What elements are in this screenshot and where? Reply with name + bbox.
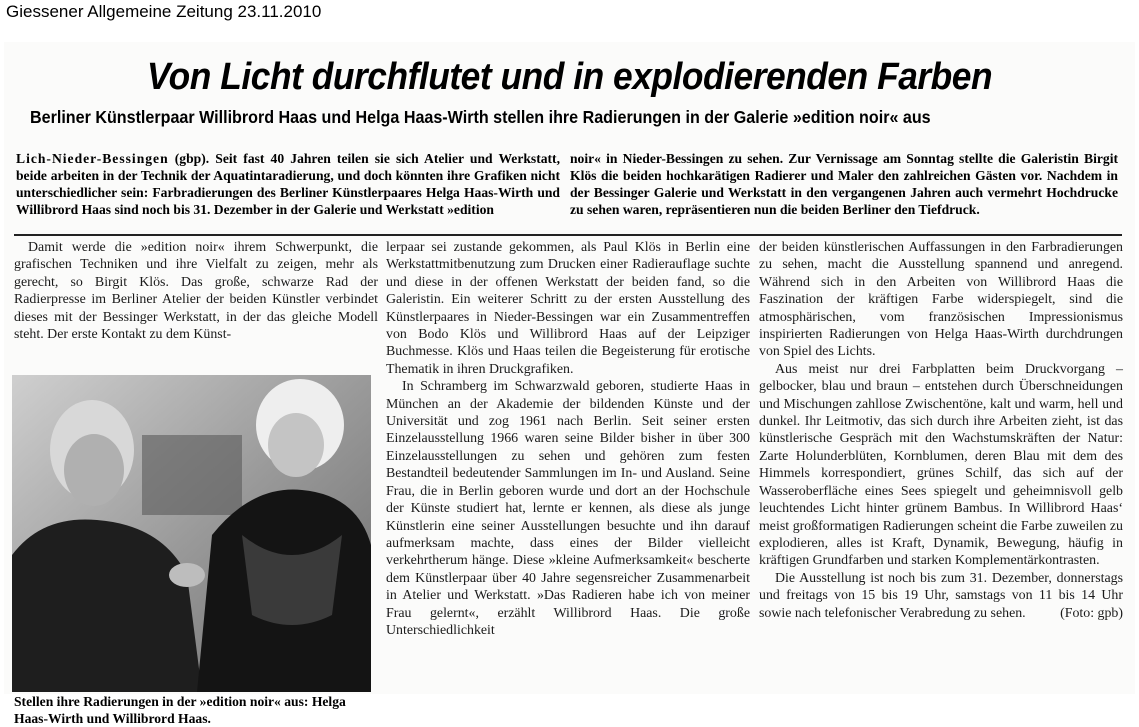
body-paragraph: der beiden künstlerischen Auffassungen in den Farbradierungen zu sehen, macht die Ausstellung spannend und anregend. Während sich in den Arbeiten von Willibrord Haas die Faszination der kräftigen Farbe widerspiegelt, sind die atmosphärischen, vom französischen Impressionismus inspirierten Radierungen von Helga Haas-Wirth durchdrungen von Spiel des Lichts. — [759, 240, 1123, 360]
source-line: Giessener Allgemeine Zeitung 23.11.2010 — [6, 2, 322, 21]
body-paragraph: Damit werde die »edition noir« ihrem Schwerpunkt, die grafischen Techniken und ihre Vielfalt zu zeigen, mehr als gerecht, so Birgit Klös. Das große, schwarze Rad der Radierpresse im Berliner Atelier der beiden Künstler verbindet dieses mit der Bessinger Werkstatt, in der das gleiche Modell steht. Der erste Kontakt zu dem Künst- — [14, 240, 378, 343]
body-paragraph: Aus meist nur drei Farbplatten beim Druckvorgang – gelbocker, blau und braun – entstehen durch Überschneidungen und Mischungen zahllose Zwischentöne, kalt und warm, hell und dunkel. Ihr Leitmotiv, das sich durch ihre Arbeiten zieht, ist das künstlerische Gespräch mit den Wachstumskräften der Natur: Zarte Holunderblüten, Kornblumen, deren Blau mit dem des Himmels korrespondiert, grünes Schilf, das sich auf der Wasseroberfläche eines Sees spiegelt und geheimnisvoll gelb leuchtendes Licht hinter grünem Bambus. In Willibrord Haas‘ meist großformatigen Radierungen scheint die Farbe zuweilen zu explodieren, alles ist Kraft, Dynamik, Bewegung, häufig in kräftigen Grundfarben und starken Komplementärkontrasten. — [759, 361, 1123, 569]
body-column-1 — [14, 239, 378, 343]
article-photo — [12, 375, 371, 692]
photo-caption: Stellen ihre Radierungen in der »edition noir« aus: Helga Haas-Wirth und Willibrord Haas. — [14, 694, 346, 726]
lead-paragraph-left — [16, 150, 560, 218]
lead-dateline: Lich-Nieder-Bessingen — [16, 151, 169, 166]
body-column-3 — [759, 239, 1123, 622]
headline: Von Licht durchflutet und in explodierenden Farben — [146, 56, 993, 98]
body-column-2 — [386, 239, 750, 639]
section-divider — [14, 234, 1122, 236]
photo-credit: (Foto: gpb) — [1060, 605, 1123, 621]
newspaper-clipping — [4, 42, 1135, 726]
lead-text-part1: (gbp). Seit fast 40 Jahren teilen sie sich Atelier und Werkstatt, beide arbeiten in der Technik der Aquatintaradierung, und doch könnten ihre Grafiken nicht unterschiedlicher sein: Farbradierungen des Berliner Künstlerpaares Helga Haas-Wirth und Willibrord Haas sind noch bis 31. Dezember in der Galerie und Werkstatt »edition — [16, 151, 560, 217]
subheadline: Berliner Künstlerpaar Willibrord Haas und Helga Haas-Wirth stellen ihre Radierungen in der Galerie »edition noir« aus — [30, 107, 931, 127]
closing-info: Die Ausstellung ist noch bis zum 31. Dezember, donnerstags und freitags von 15 bis 19 Uhr, samstags von 11 bis 14 Uhr sowie nach telefonischer Verabredung zu sehen. — [759, 570, 1123, 621]
lead-paragraph-right: noir« in Nieder-Bessingen zu sehen. Zur Vernissage am Sonntag stellte die Galeristin Birgit Klös die beiden hochkarätigen Radierer und Maler den zahlreichen Gästen vor. Nachdem in der Bessinger Galerie und Werkstatt in den vergangenen Jahren auch vermehrt Hochdrucke zu sehen waren, repräsentieren nun die beiden Berliner den Tiefdruck. — [570, 151, 1118, 217]
body-paragraph: In Schramberg im Schwarzwald geboren, studierte Haas in München an der Akademie der bildenden Künste und der Universität und zog 1961 nach Berlin. Seit seiner ersten Einzelausstellung 1966 waren seine Bilder bisher in über 300 Einzelausstellungen zu sehen und gehören zum festen Bestandteil bedeutender Sammlungen im In- und Ausland. Seine Frau, die in Berlin geboren wurde und dort an der Hochschule der Künste studiert hat, lernte er kennen, als diese als junge Künstlerin eine seiner Ausstellungen besuchte und ihn darauf aufmerksam machte, dass eines der Bilder vielleicht verkehrtherum hänge. Diese »kleine Aufmerksamkeit« bescherte dem Künstlerpaar über 40 Jahre segensreicher Zusammenarbeit in Atelier und Werkstatt. »Das Radieren habe ich von meiner Frau gelernt«, erzählt Willibrord Haas. Die große Unterschiedlichkeit — [386, 379, 750, 638]
body-paragraph: lerpaar sei zustande gekommen, als Paul Klös in Berlin eine Werkstattmitbenutzung zum Drucken einer Radierauflage suchte und diese in der offenen Werkstatt der beiden fand, so die Galeristin. Ein weiterer Schritt zu der ersten Ausstellung des Künstlerpaares in Nieder-Bessingen war ein Zusammentreffen von Bodo Klös und Willibrord Haas auf der Leipziger Buchmesse. Klös und Haas teilen die Begeisterung für erotische Thematik in ihren Druckgrafiken. — [386, 240, 750, 377]
body-paragraph — [759, 570, 1123, 622]
